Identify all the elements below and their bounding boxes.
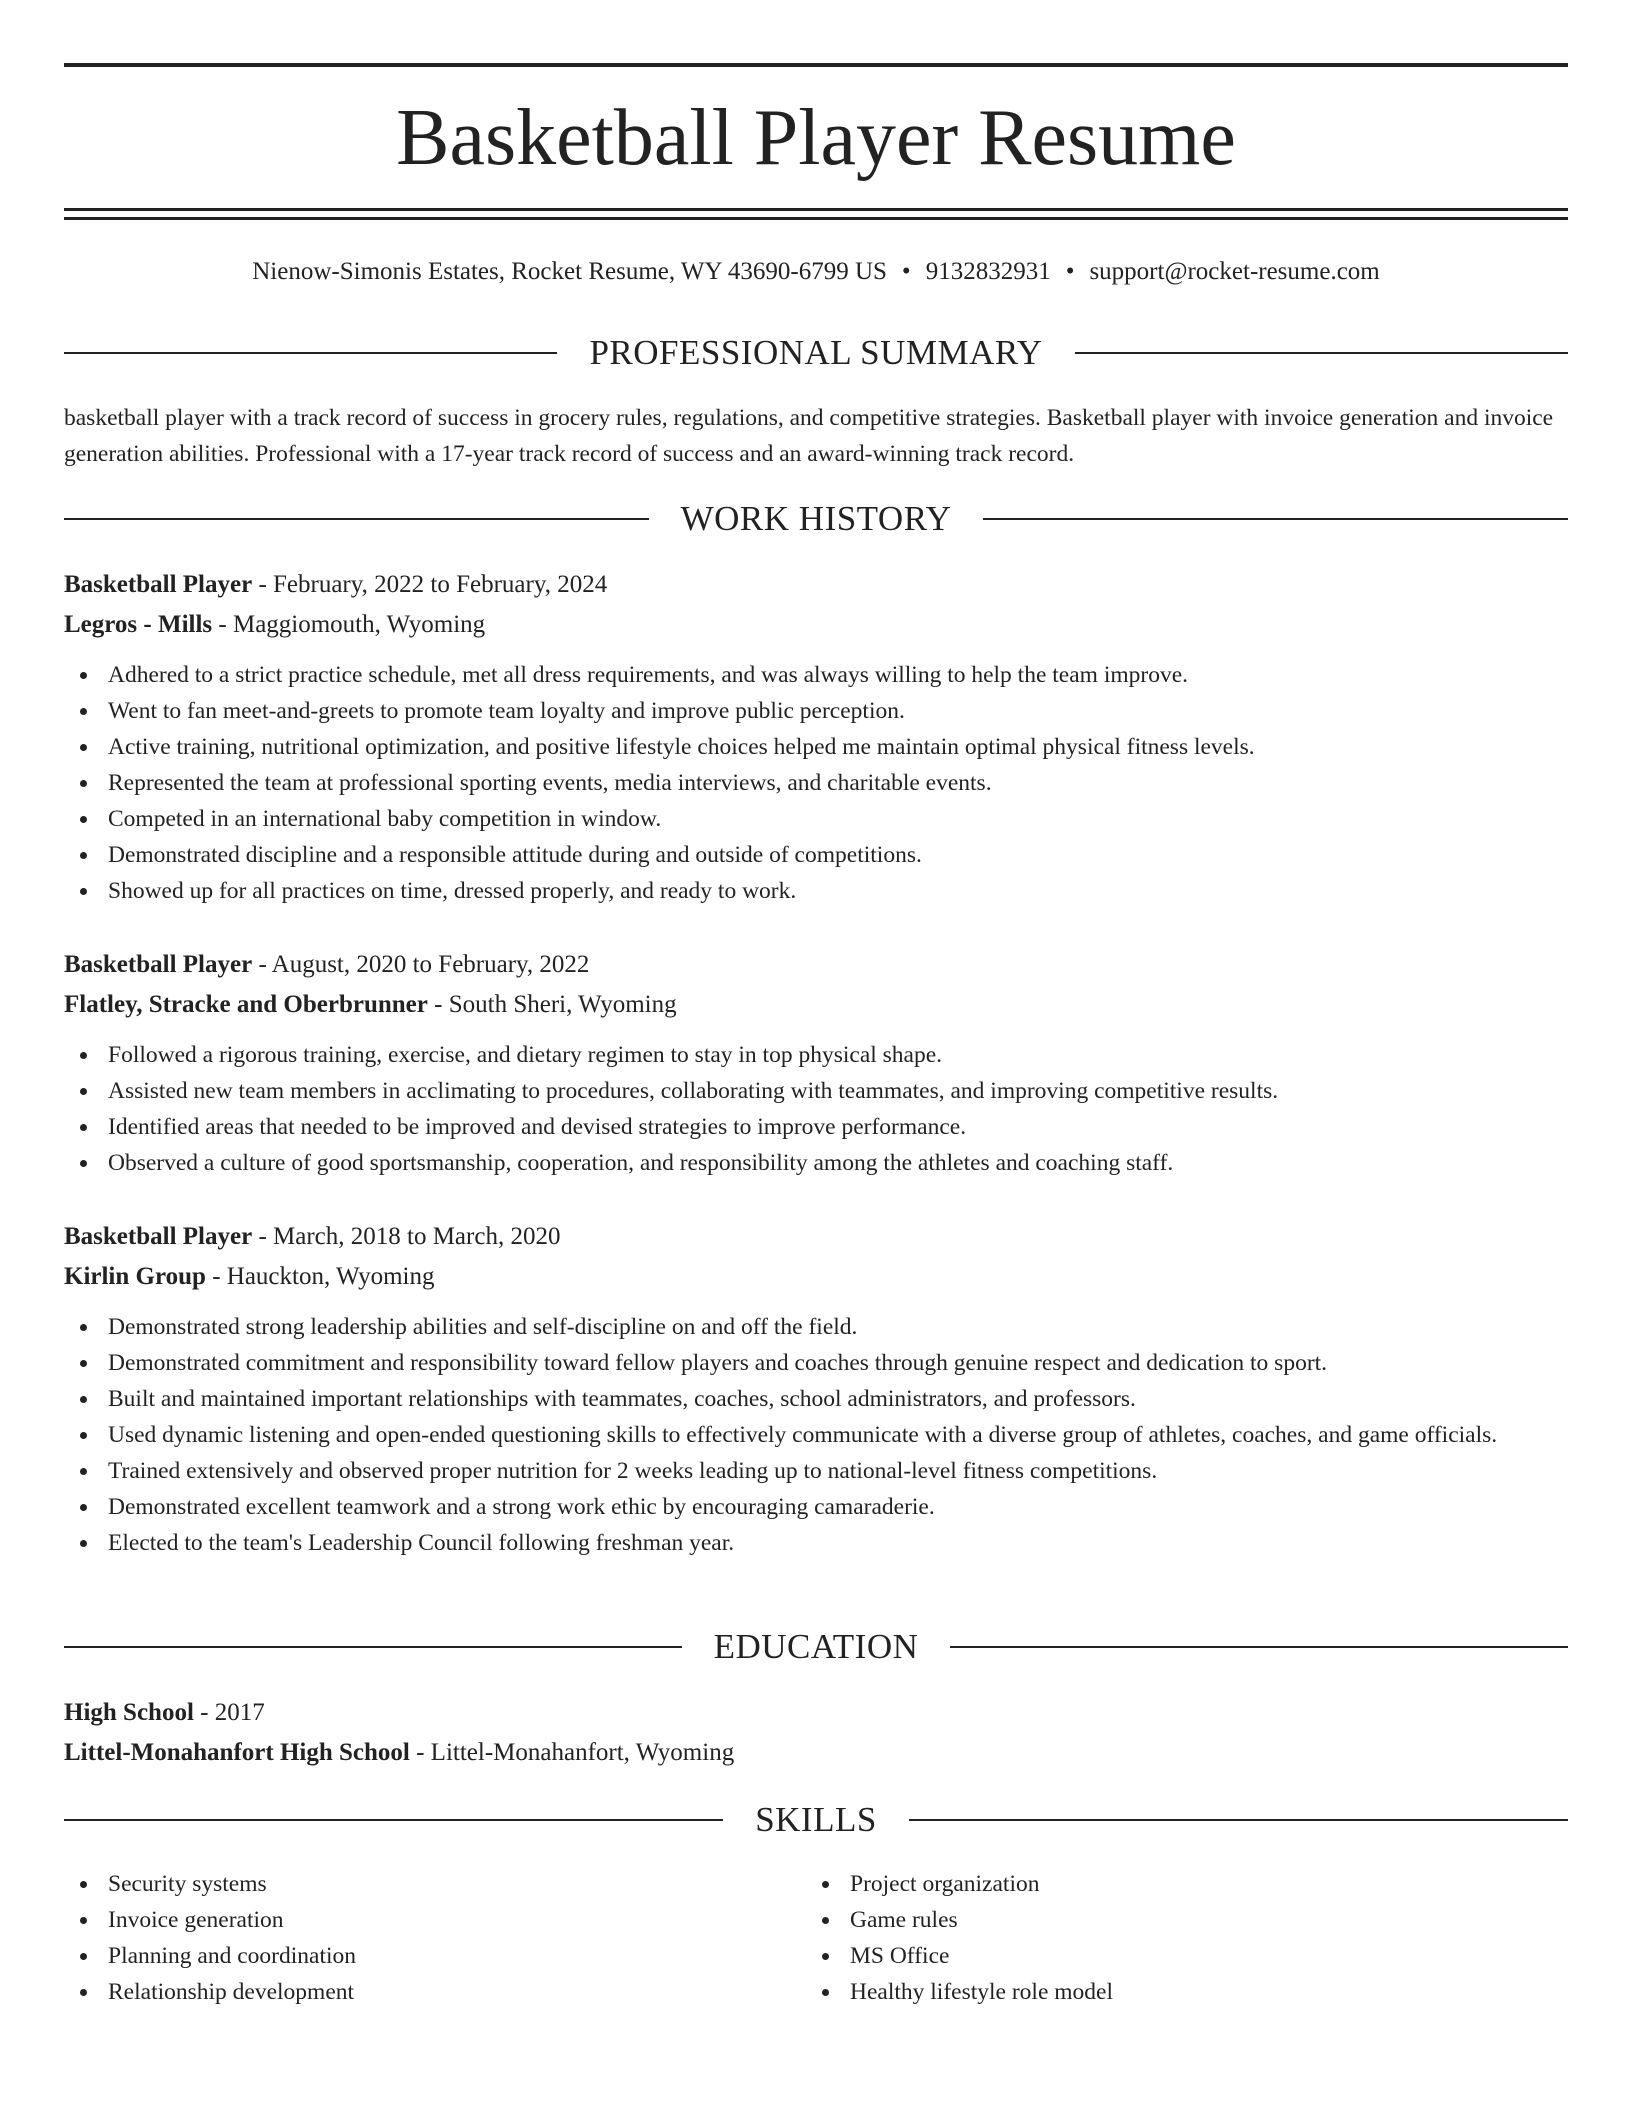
title-double-rule xyxy=(64,208,1568,220)
list-item: Demonstrated commitment and responsibility toward fellow players and coaches through genuine respect and dedication to sport. xyxy=(64,1345,1568,1381)
heading-rule xyxy=(64,1646,682,1648)
job-entry xyxy=(64,565,1568,909)
contact-email: support@rocket-resume.com xyxy=(1089,258,1380,285)
job-company: Flatley, Stracke and Oberbrunner xyxy=(64,991,428,1018)
list-item: Relationship development xyxy=(64,1974,806,2010)
list-item: Adhered to a strict practice schedule, met all dress requirements, and was always willing to help the team improve. xyxy=(64,657,1568,693)
skills-column-right xyxy=(806,1866,1548,2010)
education-degree-row xyxy=(64,1693,1568,1733)
work-heading-label: WORK HISTORY xyxy=(680,499,952,538)
job-company-row xyxy=(64,1257,1568,1297)
list-item: Followed a rigorous training, exercise, and dietary regimen to stay in top physical shape. xyxy=(64,1037,1568,1073)
heading-rule xyxy=(909,1819,1568,1821)
contact-address: Nienow-Simonis Estates, Rocket Resume, WY 43690-6799 US xyxy=(252,258,887,285)
job-title-row xyxy=(64,945,1568,985)
list-item: Active training, nutritional optimization, and positive lifestyle choices helped me maintain optimal physical fitness levels. xyxy=(64,729,1568,765)
list-item: Game rules xyxy=(806,1902,1548,1938)
job-title-row xyxy=(64,565,1568,605)
job-dates: - August, 2020 to February, 2022 xyxy=(252,951,590,978)
contact-line xyxy=(64,255,1568,289)
contact-separator: • xyxy=(901,258,911,285)
job-company-row xyxy=(64,985,1568,1025)
skills-heading xyxy=(64,1800,1568,1840)
job-company-row xyxy=(64,605,1568,645)
list-item: Showed up for all practices on time, dressed properly, and ready to work. xyxy=(64,873,1568,909)
job-location: - Hauckton, Wyoming xyxy=(205,1263,435,1290)
page-title: Basketball Player Resume xyxy=(396,94,1236,182)
list-item: Assisted new team members in acclimating to procedures, collaborating with teammates, and improving competitive results. xyxy=(64,1073,1568,1109)
list-item: Healthy lifestyle role model xyxy=(806,1974,1548,2010)
job-title-row xyxy=(64,1217,1568,1257)
education-year: - 2017 xyxy=(193,1699,265,1726)
job-entry xyxy=(64,1217,1568,1561)
list-item: Went to fan meet-and-greets to promote team loyalty and improve public perception. xyxy=(64,693,1568,729)
heading-rule xyxy=(64,518,649,520)
education-location: - Littel-Monahanfort, Wyoming xyxy=(409,1739,735,1766)
education-entry xyxy=(64,1693,1568,1773)
list-item: Trained extensively and observed proper nutrition for 2 weeks leading up to national-level fitness competitions. xyxy=(64,1453,1568,1489)
list-item: Demonstrated strong leadership abilities and self-discipline on and off the field. xyxy=(64,1309,1568,1345)
job-company: Kirlin Group xyxy=(64,1263,206,1290)
list-item: Elected to the team's Leadership Council following freshman year. xyxy=(64,1525,1568,1561)
heading-rule xyxy=(983,518,1568,520)
list-item: Project organization xyxy=(806,1866,1548,1902)
list-item: Planning and coordination xyxy=(64,1938,806,1974)
job-location: - South Sheri, Wyoming xyxy=(427,991,677,1018)
job-title: Basketball Player xyxy=(64,951,253,978)
list-item: Used dynamic listening and open-ended questioning skills to effectively communicate with a diverse group of athletes, coaches, and game officials. xyxy=(64,1417,1568,1453)
job-bullets xyxy=(64,1037,1568,1181)
list-item: Observed a culture of good sportsmanship, cooperation, and responsibility among the athletes and coaching staff. xyxy=(64,1145,1568,1181)
education-heading-label: EDUCATION xyxy=(713,1627,919,1666)
job-location: - Maggiomouth, Wyoming xyxy=(212,611,486,638)
summary-text: basketball player with a track record of success in grocery rules, regulations, and competitive strategies. Basketball player with invoice generation and invoice generation abilities. Professional with a 17-year track record of success and an award-winning track record. xyxy=(64,405,1554,467)
list-item: Identified areas that needed to be improved and devised strategies to improve performance. xyxy=(64,1109,1568,1145)
top-rule xyxy=(64,63,1568,67)
job-dates: - March, 2018 to March, 2020 xyxy=(252,1223,561,1250)
job-bullets xyxy=(64,1309,1568,1561)
list-item: Built and maintained important relationships with teammates, coaches, school administrators, and professors. xyxy=(64,1381,1568,1417)
job-title: Basketball Player xyxy=(64,571,253,598)
list-item: Demonstrated discipline and a responsible attitude during and outside of competitions. xyxy=(64,837,1568,873)
education-school-row xyxy=(64,1733,1568,1773)
job-bullets xyxy=(64,657,1568,909)
work-heading xyxy=(64,499,1568,539)
list-item: MS Office xyxy=(806,1938,1548,1974)
skills-column-left xyxy=(64,1866,806,2010)
contact-phone: 9132832931 xyxy=(925,258,1051,285)
job-entry xyxy=(64,945,1568,1181)
list-item: Demonstrated excellent teamwork and a strong work ethic by encouraging camaraderie. xyxy=(64,1489,1568,1525)
job-title: Basketball Player xyxy=(64,1223,253,1250)
heading-rule xyxy=(950,1646,1568,1648)
skills-heading-label: SKILLS xyxy=(755,1800,877,1839)
education-heading xyxy=(64,1627,1568,1667)
list-item: Security systems xyxy=(64,1866,806,1902)
heading-rule xyxy=(1075,352,1568,354)
list-item: Represented the team at professional sporting events, media interviews, and charitable events. xyxy=(64,765,1568,801)
job-company: Legros - Mills xyxy=(64,611,213,638)
heading-rule xyxy=(64,352,557,354)
job-dates: - February, 2022 to February, 2024 xyxy=(252,571,608,598)
skills-list xyxy=(64,1866,1568,2010)
list-item: Competed in an international baby competition in window. xyxy=(64,801,1568,837)
list-item: Invoice generation xyxy=(64,1902,806,1938)
summary-heading-label: PROFESSIONAL SUMMARY xyxy=(589,333,1043,372)
education-degree: High School xyxy=(64,1699,194,1726)
heading-rule xyxy=(64,1819,723,1821)
summary-heading xyxy=(64,333,1568,373)
education-school: Littel-Monahanfort High School xyxy=(64,1739,410,1766)
contact-separator: • xyxy=(1065,258,1075,285)
